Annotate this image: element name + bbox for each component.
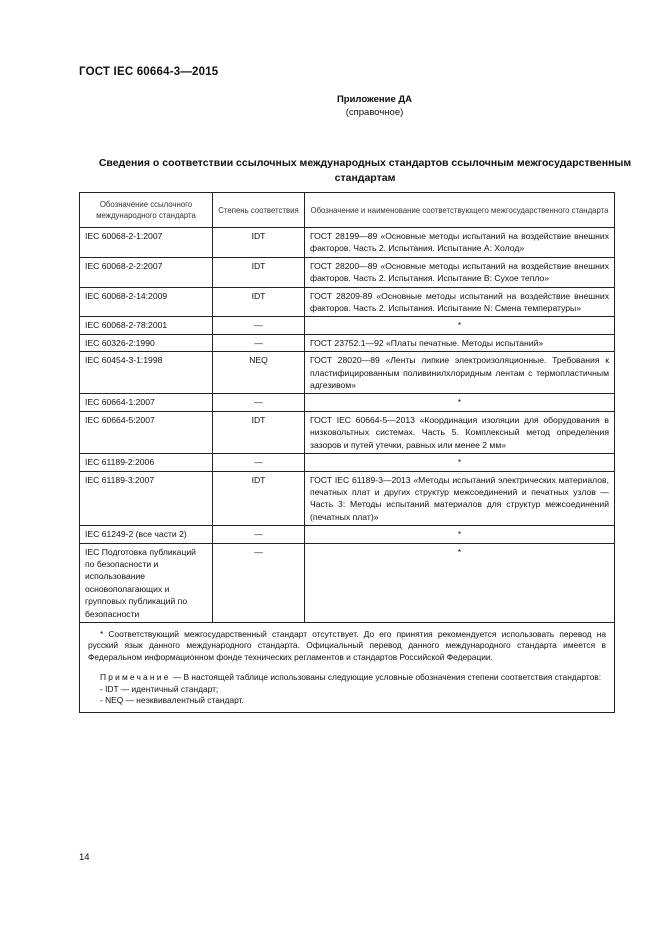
- column-header-degree: Степень соответствия: [213, 193, 305, 228]
- legend-idt: - IDT — идентичный стандарт;: [100, 683, 219, 694]
- international-standard-cell: IEC 60068-2-1:2007: [80, 228, 213, 258]
- international-standard-cell: IEC Подготовка публикаций по безопасности и использование основополагающих и групповых публикаций по безопасности: [80, 543, 213, 622]
- national-standard-cell: ГОСТ 23752.1—92 «Платы печатные. Методы испытаний»: [305, 334, 615, 351]
- degree-cell: NEQ: [213, 352, 305, 394]
- degree-cell: —: [213, 317, 305, 334]
- table-row: [80, 287, 615, 317]
- note-text: — В настоящей таблице использованы следующие условные обозначения степени соответствия стандартов:: [170, 672, 602, 683]
- table-title: Сведения о соответствии ссылочных международных стандартов ссылочным межгосударственным стандартам: [98, 157, 632, 184]
- national-standard-cell: *: [305, 317, 615, 334]
- note-label: Примечание: [100, 672, 171, 683]
- degree-cell: —: [213, 454, 305, 471]
- degree-cell: —: [213, 334, 305, 351]
- international-standard-cell: IEC 61189-2:2006: [80, 454, 213, 471]
- national-standard-cell: ГОСТ 28199—89 «Основные методы испытаний на воздействие внешних факторов. Часть 2. Испытания. Испытание А: Холод»: [305, 228, 615, 258]
- table-row: [80, 352, 615, 394]
- appendix-title: Приложение ДА: [336, 94, 413, 105]
- page-number: 14: [79, 852, 90, 863]
- table-row: [80, 257, 615, 287]
- international-standard-cell: IEC 61189-3:2007: [80, 471, 213, 526]
- degree-cell: IDT: [213, 287, 305, 317]
- national-standard-cell: *: [305, 543, 615, 622]
- table-row: [80, 543, 615, 622]
- international-standard-cell: IEC 60664-5:2007: [80, 411, 213, 453]
- column-header-international: Обозначение ссылочного международного стандарта: [80, 193, 213, 228]
- degree-cell: —: [213, 394, 305, 411]
- notes-row: [80, 622, 615, 712]
- international-standard-cell: IEC 60326-2:1990: [80, 334, 213, 351]
- notes-cell: [80, 622, 615, 712]
- table-header-row: [80, 193, 615, 228]
- footnote-text: * Соответствующий межгосударственный стандарт отсутствует. До его принятия рекомендуется использовать перевод на русский язык данного международного стандарта. Официальный перевод данного международного стандарта имеется в Федеральном информационном фонде технических регламентов и стандартов Российской Федерации.: [88, 628, 606, 662]
- document-code: ГОСТ IEC 60664-3—2015: [79, 66, 219, 78]
- appendix-subtitle: (справочное): [345, 107, 404, 118]
- national-standard-cell: ГОСТ 28020—89 «Ленты липкие электроизоляционные. Требования к пластифицированным поливинилхлоридным лентам с термопластичным адгезивом»: [305, 352, 615, 394]
- table-row: [80, 526, 615, 543]
- national-standard-cell: *: [305, 526, 615, 543]
- international-standard-cell: IEC 60068-2-78:2001: [80, 317, 213, 334]
- international-standard-cell: IEC 60068-2-14:2009: [80, 287, 213, 317]
- table-row: [80, 317, 615, 334]
- table-row: [80, 471, 615, 526]
- table-row: [80, 394, 615, 411]
- degree-cell: —: [213, 543, 305, 622]
- table-row: [80, 334, 615, 351]
- international-standard-cell: IEC 60068-2-2:2007: [80, 257, 213, 287]
- national-standard-cell: ГОСТ IEC 61189-3—2013 «Методы испытаний электрических материалов, печатных плат и других структур межсоединений и печатных узлов — Часть 3: Методы испытаний материалов для структур межсоединений (печатных плат)»: [305, 471, 615, 526]
- column-header-national: Обозначение и наименование соответствующего межгосударственного стандарта: [305, 193, 615, 228]
- legend-neq: - NEQ — неэквивалентный стандарт.: [100, 695, 244, 705]
- table-row: [80, 411, 615, 453]
- national-standard-cell: ГОСТ 28200—89 «Основные методы испытаний на воздействие внешних факторов. Часть 2. Испытания. Испытание В: Сухое тепло»: [305, 257, 615, 287]
- degree-cell: —: [213, 526, 305, 543]
- national-standard-cell: *: [305, 394, 615, 411]
- national-standard-cell: ГОСТ 28209-89 «Основные методы испытаний на воздействие внешних факторов. Часть 2. Испытания. Испытание N: Смена температуры»: [305, 287, 615, 317]
- degree-cell: IDT: [213, 471, 305, 526]
- table-row: [80, 228, 615, 258]
- national-standard-cell: *: [305, 454, 615, 471]
- international-standard-cell: IEC 60454-3-1:1998: [80, 352, 213, 394]
- table-row: [80, 454, 615, 471]
- international-standard-cell: IEC 60664-1:2007: [80, 394, 213, 411]
- degree-cell: IDT: [213, 411, 305, 453]
- correspondence-table: [79, 192, 615, 713]
- degree-cell: IDT: [213, 257, 305, 287]
- degree-cell: IDT: [213, 228, 305, 258]
- national-standard-cell: ГОСТ IEC 60664-5—2013 «Координация изоляции для оборудования в низковольтных системах. Часть 5. Комплексный метод определения зазоров и путей утечки, равных или менее 2 мм»: [305, 411, 615, 453]
- international-standard-cell: IEC 61249-2 (все части 2): [80, 526, 213, 543]
- note-paragraph: [88, 672, 606, 683]
- table-body: [80, 228, 615, 623]
